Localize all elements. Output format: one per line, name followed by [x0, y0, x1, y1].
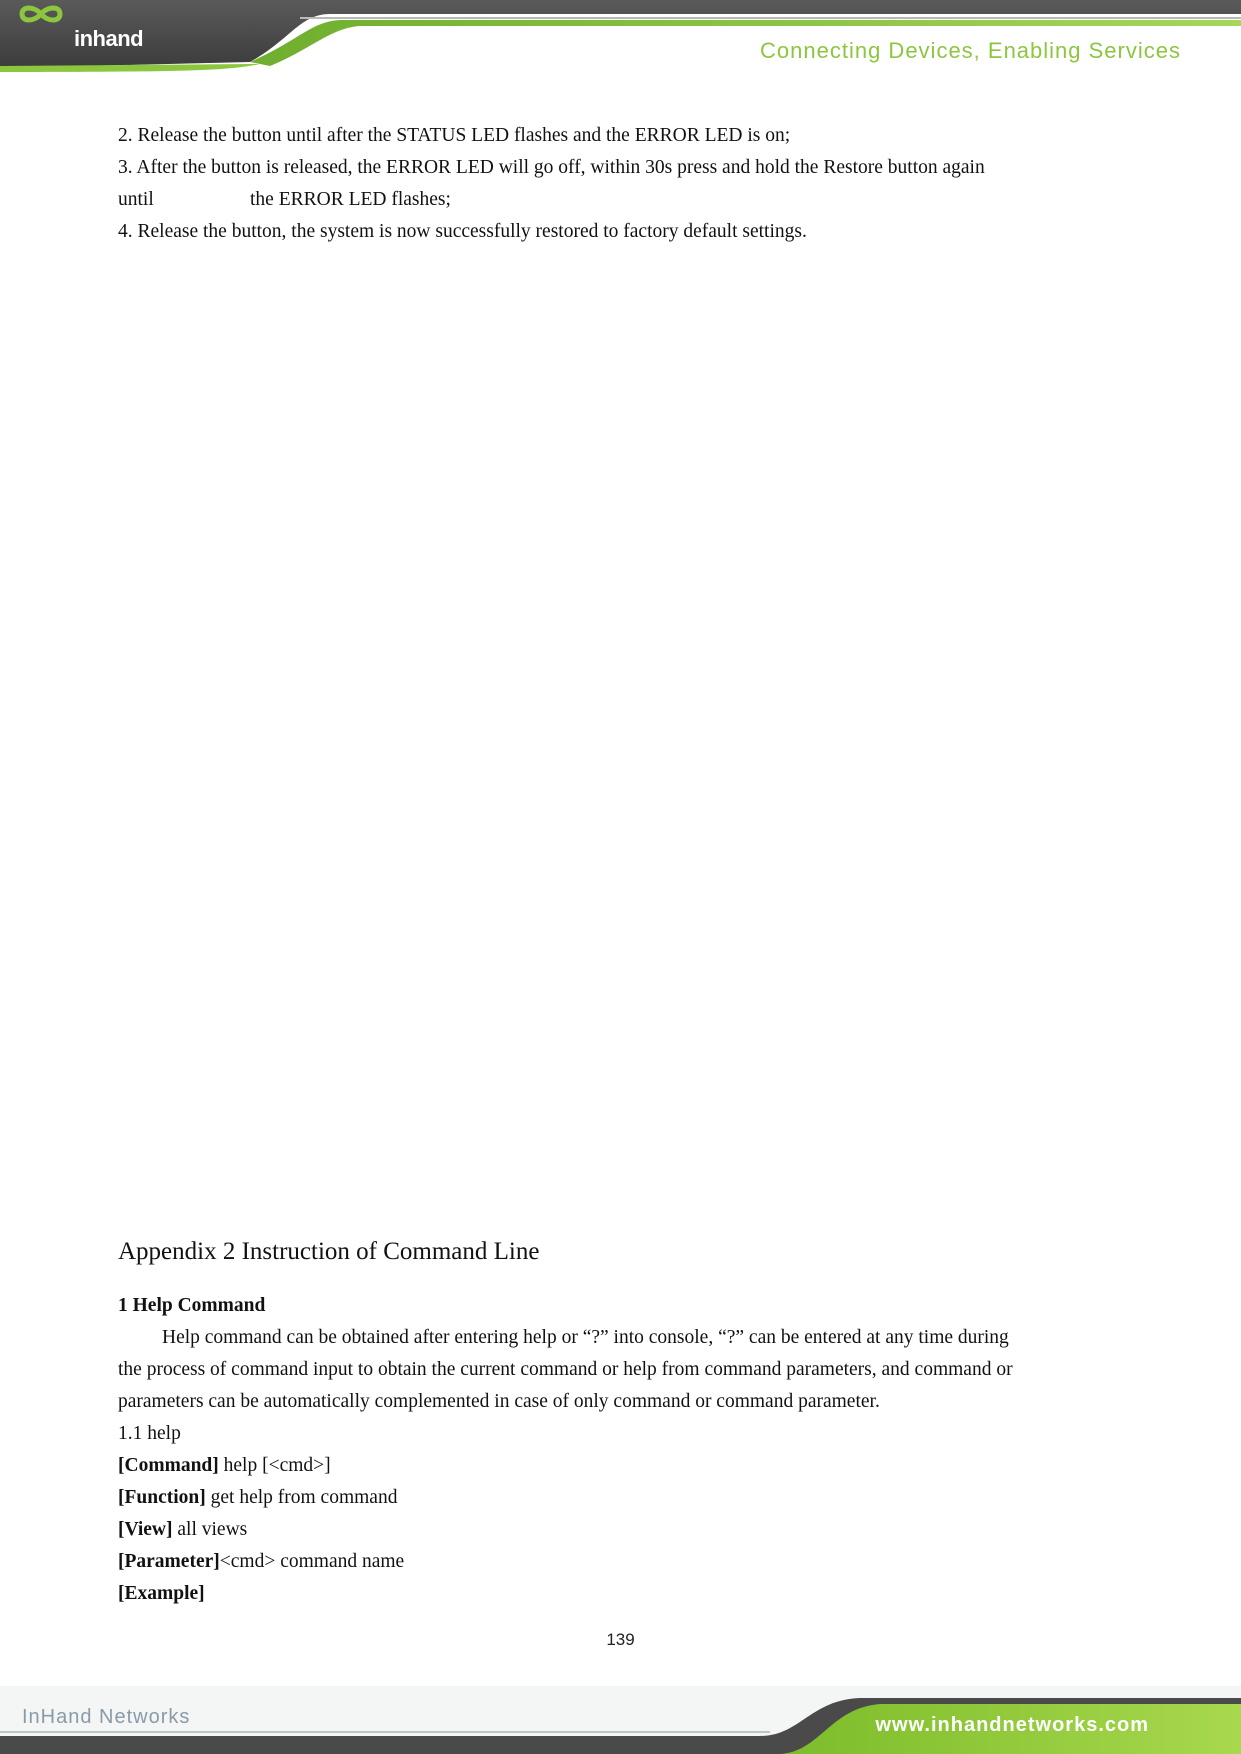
command-label: [Command]: [118, 1455, 219, 1476]
step-3-line-1: 3. After the button is released, the ERROR LED will go off, within 30s press and hold the Restore button again: [118, 157, 985, 178]
footer-company-name: InHand Networks: [22, 1706, 191, 1728]
command-row: [118, 1450, 331, 1482]
footer-website: www.inhandnetworks.com: [875, 1714, 1149, 1736]
section-heading: 1 Help Command: [118, 1295, 266, 1316]
intro-line-1: Help command can be obtained after entering help or “?” into console, “?” can be entered at any time during: [162, 1327, 1009, 1348]
parameter-value: <cmd> command name: [219, 1551, 405, 1572]
page-number: 139: [606, 1630, 635, 1649]
logo-text: inhand: [74, 26, 144, 51]
appendix-title: Appendix 2 Instruction of Command Line: [118, 1238, 540, 1265]
header-tagline: Connecting Devices, Enabling Services: [760, 38, 1181, 63]
step-3-rest: the ERROR LED flashes;: [250, 189, 451, 210]
step-2: 2. Release the button until after the STATUS LED flashes and the ERROR LED is on;: [118, 125, 791, 146]
parameter-row: [118, 1546, 404, 1578]
command-value: help [<cmd>]: [218, 1455, 331, 1476]
step-3: [118, 152, 1123, 184]
function-row: [118, 1482, 397, 1514]
view-value: all views: [172, 1519, 248, 1540]
example-label: [Example]: [118, 1583, 205, 1604]
page-footer: [0, 1686, 1241, 1754]
function-value: get help from command: [205, 1487, 398, 1508]
page-header: [0, 0, 1241, 72]
view-row: [118, 1514, 247, 1546]
function-label: [Function]: [118, 1487, 206, 1508]
step-3-until: until: [118, 189, 154, 210]
intro-line-2: the process of command input to obtain the current command or help from command parameters, and command or: [118, 1359, 1013, 1380]
intro-line-3: parameters can be automatically complemented in case of only command or command parameter.: [118, 1391, 880, 1412]
inhand-logo-icon: [0, 0, 82, 56]
step-4: 4. Release the button, the system is now successfully restored to factory default settings.: [118, 221, 807, 242]
view-label: [View]: [118, 1519, 173, 1540]
parameter-label: [Parameter]: [118, 1551, 220, 1572]
subsection-title: 1.1 help: [118, 1423, 181, 1444]
